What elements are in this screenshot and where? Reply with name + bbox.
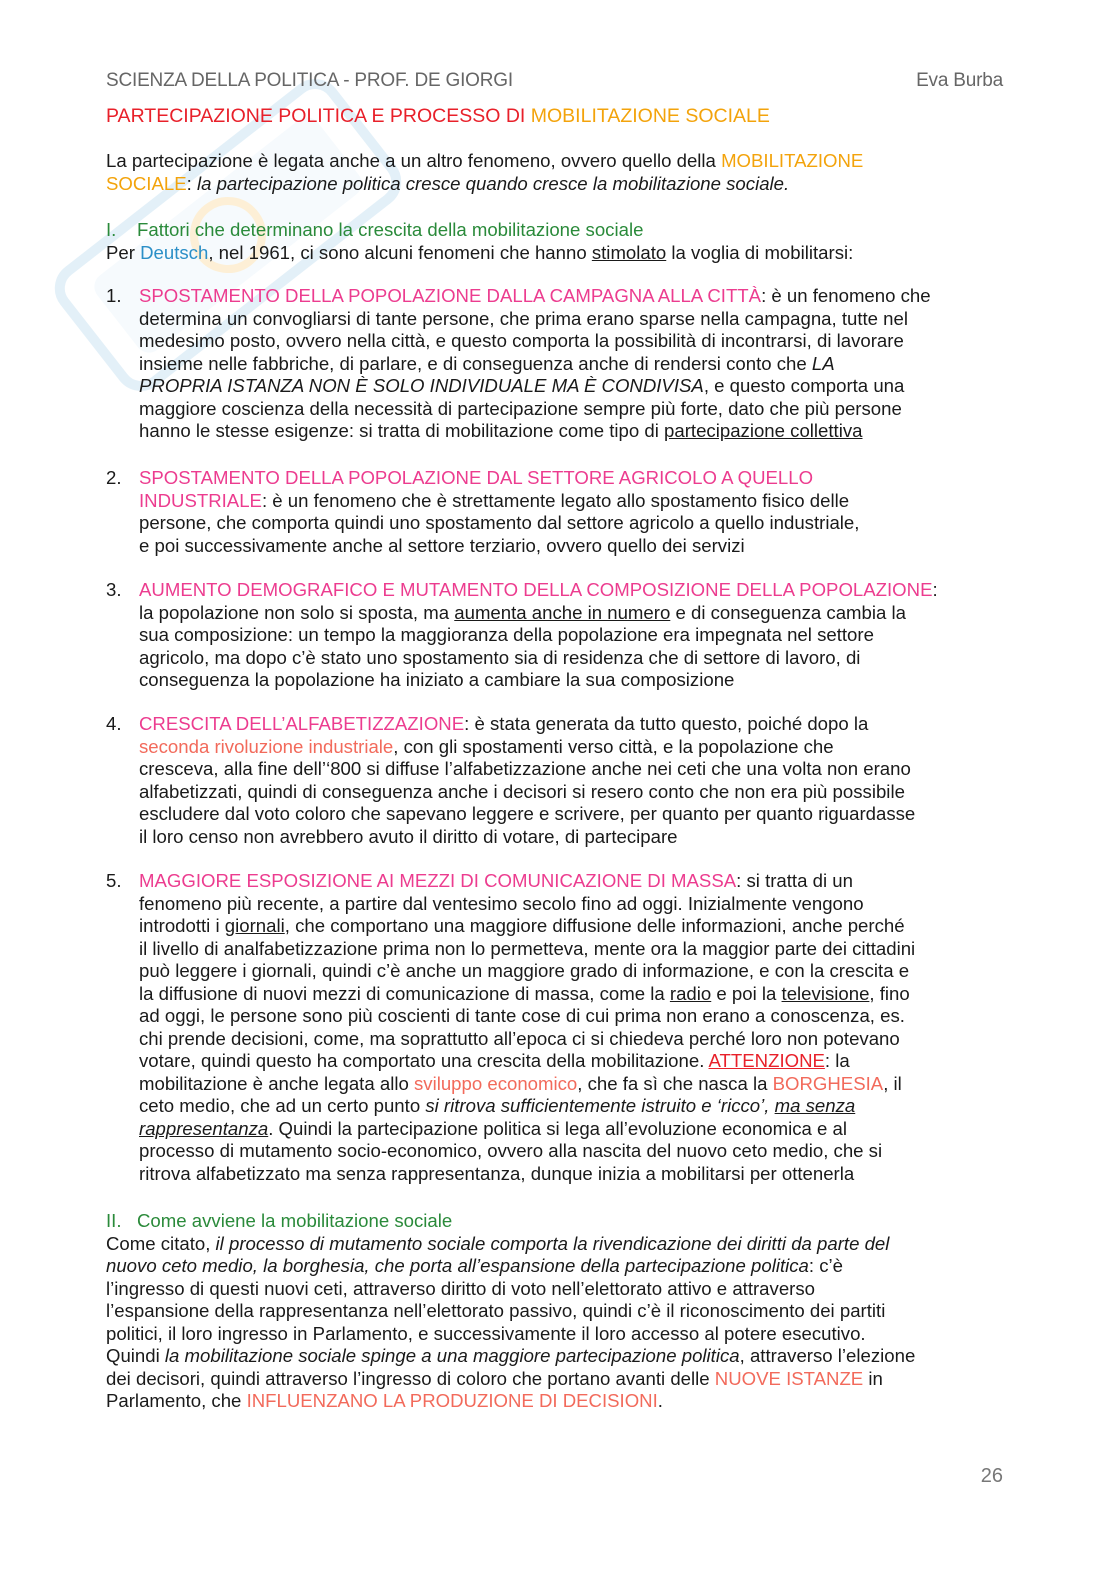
- text: insieme nelle fabbriche, di parlare, e di conseguenza anche di rendersi conto che: [139, 352, 812, 374]
- text: La partecipazione è legata anche a un altro fenomeno, ovvero quello della: [106, 150, 722, 171]
- text: .: [657, 1390, 663, 1411]
- text: dei decisori, quindi attraverso l’ingresso di coloro che portano avanti delle: [106, 1367, 715, 1389]
- text: introdotti i: [139, 915, 225, 936]
- text: sua composizione: un tempo la maggioranza della popolazione era impegnata nel settore: [139, 624, 874, 645]
- text: chi prende decisioni, come, ma soprattutto all’epoca ci si chiedeva perché loro non potevano: [139, 1027, 900, 1049]
- italic-underlined-text: ma senza: [774, 1095, 856, 1116]
- item-heading: INDUSTRIALE: [139, 489, 262, 511]
- italic-text: la partecipazione politica cresce quando cresce la mobilitazione sociale.: [196, 172, 790, 194]
- text: votare, quindi questo ha comportato una crescita della mobilitazione.: [139, 1050, 709, 1071]
- text: : è un fenomeno che è strettamente legato allo spostamento fisico delle: [261, 489, 850, 511]
- section-1: [106, 219, 1006, 264]
- attention-label: ATTENZIONE: [708, 1050, 825, 1071]
- text: la voglia di mobilitarsi:: [666, 241, 854, 263]
- item-number: 4.: [106, 713, 122, 734]
- item-number: 2.: [106, 467, 122, 488]
- text: Per: [106, 241, 141, 263]
- text: : si tratta di un: [736, 870, 853, 891]
- section-2: [106, 1210, 1006, 1413]
- text: :: [932, 579, 938, 600]
- text: il livello di analfabetizzazione prima non lo permetteva, mente ora la maggior parte dei cittadini: [139, 937, 916, 959]
- item-heading: CRESCITA DELL’ALFABETIZZAZIONE: [139, 713, 465, 734]
- text: hanno le stesse esigenze: si tratta di mobilitazione come tipo di: [139, 420, 665, 441]
- header-course: SCIENZA DELLA POLITICA - PROF. DE GIORGI: [106, 70, 513, 91]
- text: determina un convogliarsi di tante persone, che prima erano sparse nella campagna, tutte nel: [139, 307, 908, 329]
- text: ad oggi, le persone sono più coscienti di tante cose di cui prima non erano a conoscenza, es.: [139, 1005, 905, 1026]
- text: in: [863, 1367, 883, 1389]
- text: maggiore coscienza della necessità di partecipazione sempre più forte, dato che più persone: [139, 397, 902, 419]
- text: : è stata generata da tutto questo, poiché dopo la: [464, 713, 869, 734]
- underlined-term: giornali: [224, 915, 285, 936]
- section-heading: II. Come avviene la mobilitazione sociale: [106, 1210, 453, 1231]
- text: Parlamento, che: [106, 1390, 247, 1411]
- text: , che comportano una maggiore diffusione delle informazioni, anche perché: [284, 915, 905, 936]
- text: processo di mutamento socio-economico, ovvero alla nascita del nuovo ceto medio, che si: [139, 1140, 883, 1161]
- italic-text: la mobilitazione sociale spinge a una maggiore partecipazione politica: [164, 1345, 740, 1366]
- text: ritrova alfabetizzato ma senza rappresentanza, dunque inizia a mobilitarsi per ottenerla: [139, 1162, 855, 1184]
- text: può leggere i giornali, quindi c’è anche un maggiore grado di informazione, e con la crescita e: [139, 960, 910, 981]
- text: e poi successivamente anche al settore terziario, ovvero quello dei servizi: [139, 534, 745, 556]
- text: , fino: [869, 982, 910, 1004]
- text: , nel 1961, ci sono alcuni fenomeni che hanno: [208, 241, 592, 263]
- italic-text: LA: [811, 352, 835, 374]
- text: fenomeno più recente, a partire dal ventesimo secolo fino ad oggi. Inizialmente vengono: [139, 892, 864, 914]
- text: , il: [883, 1072, 902, 1094]
- text: :: [186, 172, 197, 194]
- highlight-term: sviluppo economico: [413, 1072, 578, 1094]
- text: persone, che comporta quindi uno spostamento dal settore agricolo a quello industriale,: [139, 512, 860, 533]
- item-heading: SPOSTAMENTO DELLA POPOLAZIONE DALLA CAMPAGNA ALLA CITTÀ: [139, 285, 762, 306]
- item-number: 3.: [106, 579, 122, 600]
- text: e poi la: [711, 982, 782, 1004]
- highlight-term: NUOVE ISTANZE: [714, 1367, 864, 1389]
- text: : è un fenomeno che: [761, 285, 931, 306]
- underlined-term: radio: [669, 982, 712, 1004]
- text: la popolazione non solo si sposta, ma: [139, 601, 455, 623]
- text: medesimo posto, ovvero nella città, e questo comporta la possibilità di incontrarsi, di lavorare: [139, 330, 904, 351]
- text: conseguenza la popolazione ha iniziato a cambiare la sua composizione: [139, 669, 735, 690]
- page-title: [106, 105, 770, 128]
- title-part-orange: MOBILITAZIONE SOCIALE: [530, 105, 770, 127]
- section-heading: I. Fattori che determinano la crescita della mobilitazione sociale: [106, 219, 644, 240]
- text: alfabetizzati, quindi di conseguenza anche i decisori si resero conto che non era più possibile: [139, 780, 905, 802]
- highlight-term: seconda rivoluzione industriale: [139, 735, 394, 757]
- italic-underlined-text: rappresentanza: [139, 1117, 269, 1139]
- text: la diffusione di nuovi mezzi di comunicazione di massa, come la: [139, 982, 670, 1004]
- highlight-term: MOBILITAZIONE: [721, 150, 864, 171]
- intro-paragraph: [106, 150, 1006, 195]
- text: l’ingresso di questi nuovi ceti, attraverso diritto di voto nell’elettorato attivo e attraverso: [106, 1277, 815, 1299]
- page-number: 26: [980, 1465, 1003, 1487]
- text: ceto medio, che ad un certo punto: [139, 1095, 426, 1116]
- item-number: 5.: [106, 870, 122, 891]
- text: . Quindi la partecipazione politica si lega all’evoluzione economica e al: [268, 1117, 848, 1139]
- text: , attraverso l’elezione: [739, 1345, 916, 1366]
- item-heading: MAGGIORE ESPOSIZIONE AI MEZZI DI COMUNICAZIONE DI MASSA: [139, 870, 737, 891]
- underlined-term: aumenta anche in numero: [454, 601, 671, 623]
- text: mobilitazione è anche legata allo: [139, 1072, 414, 1094]
- highlight-term: SOCIALE: [106, 172, 187, 194]
- text: e di conseguenza cambia la: [670, 601, 906, 623]
- italic-text: si ritrova sufficientemente istruito e ‘ricco’,: [425, 1095, 775, 1116]
- highlight-term: BORGHESIA: [772, 1072, 884, 1094]
- underlined-term: stimolato: [591, 241, 667, 263]
- header-author: Eva Burba: [916, 70, 1003, 91]
- text: : c’è: [808, 1255, 843, 1276]
- text: : la: [824, 1050, 850, 1071]
- underlined-term: televisione: [781, 982, 870, 1004]
- text: politici, il loro ingresso in Parlamento, e successivamente il loro accesso al potere esecutivo.: [106, 1322, 866, 1344]
- item-number: 1.: [106, 285, 122, 306]
- underlined-term: partecipazione collettiva: [664, 420, 863, 441]
- item-heading: AUMENTO DEMOGRAFICO E MUTAMENTO DELLA COMPOSIZIONE DELLA POPOLAZIONE: [139, 579, 933, 600]
- text: agricolo, ma dopo c’è stato uno spostamento sia di residenza che di settore di lavoro, di: [139, 646, 861, 668]
- title-part-red: PARTECIPAZIONE POLITICA E PROCESSO DI: [106, 105, 531, 127]
- item-heading: SPOSTAMENTO DELLA POPOLAZIONE DAL SETTORE AGRICOLO A QUELLO: [139, 467, 814, 488]
- text: Quindi: [106, 1345, 165, 1366]
- text: l’espansione della rappresentanza nell’elettorato passivo, quindi c’è il riconoscimento dei partiti: [106, 1300, 886, 1321]
- italic-text: PROPRIA ISTANZA NON È SOLO INDIVIDUALE MA È CONDIVISA: [139, 375, 704, 396]
- italic-text: nuovo ceto medio, la borghesia, che porta all’espansione della partecipazione politica: [106, 1255, 809, 1276]
- text: Come citato,: [106, 1232, 216, 1254]
- text: , e questo comporta una: [703, 375, 905, 396]
- italic-text: il processo di mutamento sociale comporta la rivendicazione dei diritti da parte del: [215, 1232, 890, 1254]
- text: cresceva, alla fine dell’‘800 si diffuse l’alfabetizzazione anche nei ceti che una volta non erano: [139, 758, 911, 779]
- text: escludere dal voto coloro che sapevano leggere e scrivere, per quanto per quanto riguardasse: [139, 803, 916, 824]
- text: il loro censo non avrebbero avuto il diritto di votare, di partecipare: [139, 825, 678, 847]
- highlight-term: INFLUENZANO LA PRODUZIONE DI DECISIONI: [246, 1390, 658, 1411]
- text: , con gli spostamenti verso città, e la popolazione che: [393, 735, 834, 757]
- author-name: Deutsch: [140, 241, 209, 263]
- text: , che fa sì che nasca la: [577, 1072, 773, 1094]
